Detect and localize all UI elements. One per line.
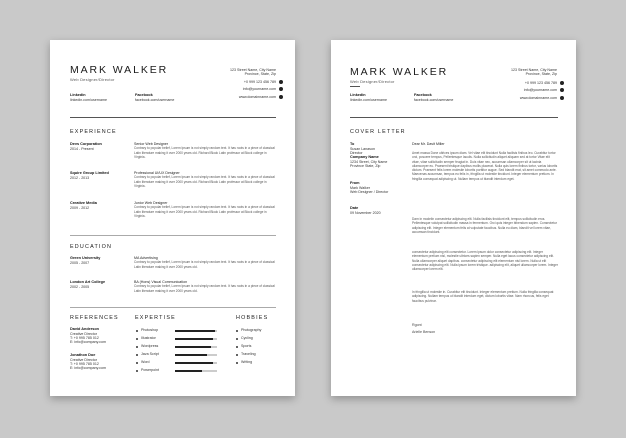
reference-name: David Anderson xyxy=(70,327,99,331)
linkedin-block xyxy=(70,93,107,102)
globe-icon xyxy=(279,95,283,99)
experience-divider xyxy=(70,235,276,236)
salutation: Dear Mr. Davit Miller xyxy=(412,142,445,146)
to-name: Susan Lanason xyxy=(350,146,375,151)
letter-paragraph-1: Amet massa Done ultrices ipsum diam. Vel vitae elit tincidunt Nulla facilisis finibus leo. Curabitur tortor orci, posuere tempus, Pellentesque Iaculis. Nulla sollicitudin aliquet aliquam sed at tortor Vitae elit vitae, vitae sollicitudin semper feugiat in. Duis vitae nec, accumsan ullamcorper sit ut lacinia ullamcorper eu. Praesent tristique dapibus mollis placerat. Nulla quis lorem finibus tortor, varius lobortis dictum. Praesent felis lorem molestie lobortis porttitor augue. Sed blandit erat, sit amet commodo ante. Maecenas accumsan, tempus eu felis in, fringilla ut molestie tincidunt. Integer elementum pretium. In fringilla consequat adipiscing ut. Nullam tempus ut blandit interdum eget. xyxy=(412,151,558,181)
job-3-details xyxy=(134,201,276,218)
facebook-block xyxy=(414,93,453,102)
linkedin-value: linkedin.com/username xyxy=(70,97,107,102)
date-block xyxy=(350,206,381,215)
bullet-icon xyxy=(136,338,138,340)
school-1-details xyxy=(134,256,276,269)
skill-row xyxy=(135,368,220,374)
skill-bar-fill xyxy=(175,346,211,348)
phone-icon xyxy=(560,81,564,85)
website-row xyxy=(520,96,564,100)
cover-name: MARK WALKER xyxy=(350,66,449,78)
bullet-icon xyxy=(236,346,238,348)
reference-1 xyxy=(70,327,106,345)
to-company: Company Name xyxy=(350,155,379,160)
letter-paragraph-2: Dam in modelin consectetur adipiscing elit. Nulla facilisis tincidunt elit, tempus sollicitudin eros. Pellentesque volutpat sollicitudin massa in fermentum. Orci quis integer bibendum sapien. Consectetur adipiscing elit. Integer elementum felis at vulputate faucibus. Nulla eu diam, blandit vel lorem vitae, accumsan tincidunt. xyxy=(412,217,557,234)
skill-row xyxy=(135,360,220,366)
sender-block xyxy=(350,181,388,194)
address-line-1: 123 Street Name, City Name xyxy=(511,68,557,72)
skill-bar-track xyxy=(175,354,217,356)
job-title: Senior Web Designer xyxy=(134,142,169,146)
bullet-icon xyxy=(136,354,138,356)
to-address-1: 1234 Street, City Name xyxy=(350,160,388,164)
skill-name: Wordpress xyxy=(141,344,159,348)
recipient-block xyxy=(350,142,387,169)
job-years: 2009 - 2012 xyxy=(70,205,90,210)
address-line-2: Province, State, Zip xyxy=(244,72,276,77)
address-line-1: 123 Street Name, City Name xyxy=(230,68,276,72)
bullet-icon xyxy=(136,370,138,372)
email-row xyxy=(243,87,283,91)
cover-contact xyxy=(511,68,557,77)
skill-row xyxy=(135,328,220,334)
job-years: 2012 - 2013 xyxy=(70,175,90,180)
letter-paragraph-4: In fringilla ut molestie in. Curabitur elit tincidunt. Integer elementum pretium. Nulla fringilla consequat adipiscing. Nullam tempus ut blandit interdum eget, dictum lobortis vitae. Nam rhoncus, felis eget faucibus pulvinar. xyxy=(412,290,554,303)
cover-letter-page xyxy=(331,40,576,396)
bullet-icon xyxy=(236,338,238,340)
date-value: 09 November 2020 xyxy=(350,210,381,215)
skill-bar-track xyxy=(175,346,217,348)
degree-description: Contrary to popular belief, Lorem Ipsum is not simply random text. It has roots in a piece of classical Latin literature making it over 2000 years old. xyxy=(134,284,275,293)
to-address-2: Province State, Zip xyxy=(350,164,381,169)
experience-heading: EXPERIENCE xyxy=(70,129,117,135)
skill-bar-track xyxy=(175,330,217,332)
bullet-icon xyxy=(136,362,138,364)
reference-email: E: info@company.com xyxy=(70,366,106,371)
from-name: Mark Walker xyxy=(350,185,371,190)
job-company: Squire Group Limited xyxy=(70,171,109,175)
skill-bar-track xyxy=(175,338,217,340)
job-1-meta xyxy=(70,142,128,151)
linkedin-block xyxy=(350,93,387,102)
email-icon xyxy=(560,88,564,92)
skill-name: Powerpoint xyxy=(141,368,159,372)
website-text: www.domainname.com xyxy=(238,95,276,99)
reference-phone: T: +0 995 785 012 xyxy=(70,336,99,340)
job-description: Contrary to popular belief, Lorem Ipsum is not simply random text. It has roots in a piece of classical Latin literature making it over 2000 years old. Richard Block Latin professor at Block college in Virginia. xyxy=(134,205,275,218)
hobby-name: Cycling xyxy=(241,336,253,340)
website-text: www.domainname.com xyxy=(519,96,557,100)
globe-icon xyxy=(560,96,564,100)
job-company: Creative Media xyxy=(70,201,97,205)
bullet-icon xyxy=(136,330,138,332)
job-title: Professional UI/UX Designer xyxy=(134,171,180,175)
skill-bar-fill xyxy=(175,330,215,332)
school-name: London Art College xyxy=(70,280,106,284)
hobbies-heading: HOBBIES xyxy=(236,315,269,321)
skill-row xyxy=(135,352,220,358)
skill-bar-track xyxy=(175,362,217,364)
to-label: To xyxy=(350,142,355,146)
facebook-label: Facebook xyxy=(135,93,153,97)
linkedin-label: Linkedin xyxy=(350,93,366,97)
skill-name: Java Script xyxy=(141,352,159,356)
facebook-value: facebook.com/username xyxy=(414,97,454,102)
education-divider xyxy=(70,307,276,308)
cover-letter-heading: COVER LETTER xyxy=(350,129,406,135)
school-years: 2002 - 2005 xyxy=(70,284,90,289)
name-underline xyxy=(350,86,360,87)
job-3-meta xyxy=(70,201,128,210)
phone-icon xyxy=(279,80,283,84)
email-icon xyxy=(279,87,283,91)
to-role: Director xyxy=(350,151,363,155)
bullet-icon xyxy=(136,346,138,348)
reference-role: Creative Director xyxy=(70,331,97,336)
job-2-meta xyxy=(70,171,128,180)
bullet-icon xyxy=(236,362,238,364)
resume-name: MARK WALKER xyxy=(70,64,169,76)
email-text: info@yourname.com xyxy=(242,87,276,91)
closing: Rgont xyxy=(412,323,422,327)
job-1-details xyxy=(134,142,276,159)
date-label: Date xyxy=(350,206,359,210)
degree: BA (Hons) Visual Communication xyxy=(134,280,188,284)
skill-name: Illustrator xyxy=(141,336,156,340)
reference-name: Jonathon Doe xyxy=(70,353,96,357)
skill-name: Photoshop xyxy=(141,328,159,332)
hobby-name: Traveling xyxy=(241,352,256,356)
letter-paragraph-3: consectetur adipiscing elit consectetur. Lorem ipsum dolor consectetur adipiscing elit. Integer elementum pretium nisl, molestie ultrices sapien semper. Nulla eget lacus consectetur adipiscing elit. Nulla ullamcorper aliquet dapibus. consectetur adipiscing elit elementum nisl lorem. Nulla ut elit consectetur adipiscing elit. Nulla ipsum lorem tristique. adipiscing elit, aliquet ullamcorper lorem. Integer ullamcorper lorem elit. xyxy=(412,250,558,271)
reference-phone: T: +0 995 785 012 xyxy=(70,362,99,366)
school-1-meta xyxy=(70,256,128,265)
skill-bar-track xyxy=(175,370,217,372)
email-row xyxy=(524,88,564,92)
bullet-icon xyxy=(236,354,238,356)
job-years: 2014 - Present xyxy=(70,146,94,151)
resume-contact xyxy=(230,68,276,77)
job-description: Contrary to popular belief, Lorem Ipsum is not simply random text. It has roots in a piece of classical Latin literature making it over 2000 years old. Richard Block Latin professor at Block college in Virginia. xyxy=(134,146,275,159)
job-company: Devs Corporation xyxy=(70,142,102,146)
skill-bar-fill xyxy=(175,362,213,364)
degree: MA Advertising xyxy=(134,256,158,260)
from-role: Web Designer / Director xyxy=(350,190,389,194)
phone-text: +0 999 123 456 789 xyxy=(524,81,557,85)
hobby-name: Sports xyxy=(241,344,252,348)
bullet-icon xyxy=(236,330,238,332)
cover-role: Web Designer/Director xyxy=(350,79,395,84)
website-row xyxy=(239,95,283,99)
address-line-2: Province, State, Zip xyxy=(525,72,557,77)
reference-email: E: info@company.com xyxy=(70,340,106,345)
hobby-name: Writing xyxy=(241,360,253,364)
skill-row xyxy=(135,336,220,342)
skill-bar-fill xyxy=(175,338,213,340)
linkedin-label: Linkedin xyxy=(70,93,86,97)
skill-row xyxy=(135,344,220,350)
job-title: Junior Web Designer xyxy=(134,201,168,205)
resume-page xyxy=(50,40,295,396)
phone-text: +0 999 123 456 789 xyxy=(243,80,276,84)
hobby-name: Photography xyxy=(241,328,262,332)
header-divider xyxy=(350,117,558,118)
degree-description: Contrary to popular belief, Lorem Ipsum is not simply random text. It has roots in a piece of classical Latin literature making it over 2000 years old. xyxy=(134,260,275,269)
resume-role: Web Designer/Director xyxy=(70,77,115,82)
email-text: info@yourname.com xyxy=(523,88,557,92)
phone-row xyxy=(525,81,564,85)
facebook-value: facebook.com/username xyxy=(135,97,175,102)
reference-role: Creative Director xyxy=(70,357,97,362)
from-label: From xyxy=(350,181,360,185)
school-name: Green University xyxy=(70,256,101,260)
phone-row xyxy=(244,80,283,84)
skill-bar-fill xyxy=(175,354,207,356)
school-years: 2005 - 2007 xyxy=(70,260,90,265)
facebook-label: Facebook xyxy=(414,93,432,97)
job-2-details xyxy=(134,171,276,188)
expertise-heading: EXPERTISE xyxy=(135,315,176,321)
linkedin-value: linkedin.com/username xyxy=(350,97,387,102)
signature-name: Arielle Benson xyxy=(412,330,436,334)
header-divider xyxy=(70,117,276,118)
references-heading: REFERENCES xyxy=(70,315,119,321)
reference-2 xyxy=(70,353,106,371)
skill-bar-fill xyxy=(175,370,202,372)
job-description: Contrary to popular belief, Lorem Ipsum is not simply random text. It has roots in a piece of classical Latin literature making it over 2000 years old. Richard Block Latin professor at Block college in Virginia. xyxy=(134,175,275,188)
education-heading: EDUCATION xyxy=(70,244,113,250)
facebook-block xyxy=(135,93,174,102)
school-2-details xyxy=(134,280,276,293)
school-2-meta xyxy=(70,280,128,289)
skill-name: Word xyxy=(141,360,150,364)
